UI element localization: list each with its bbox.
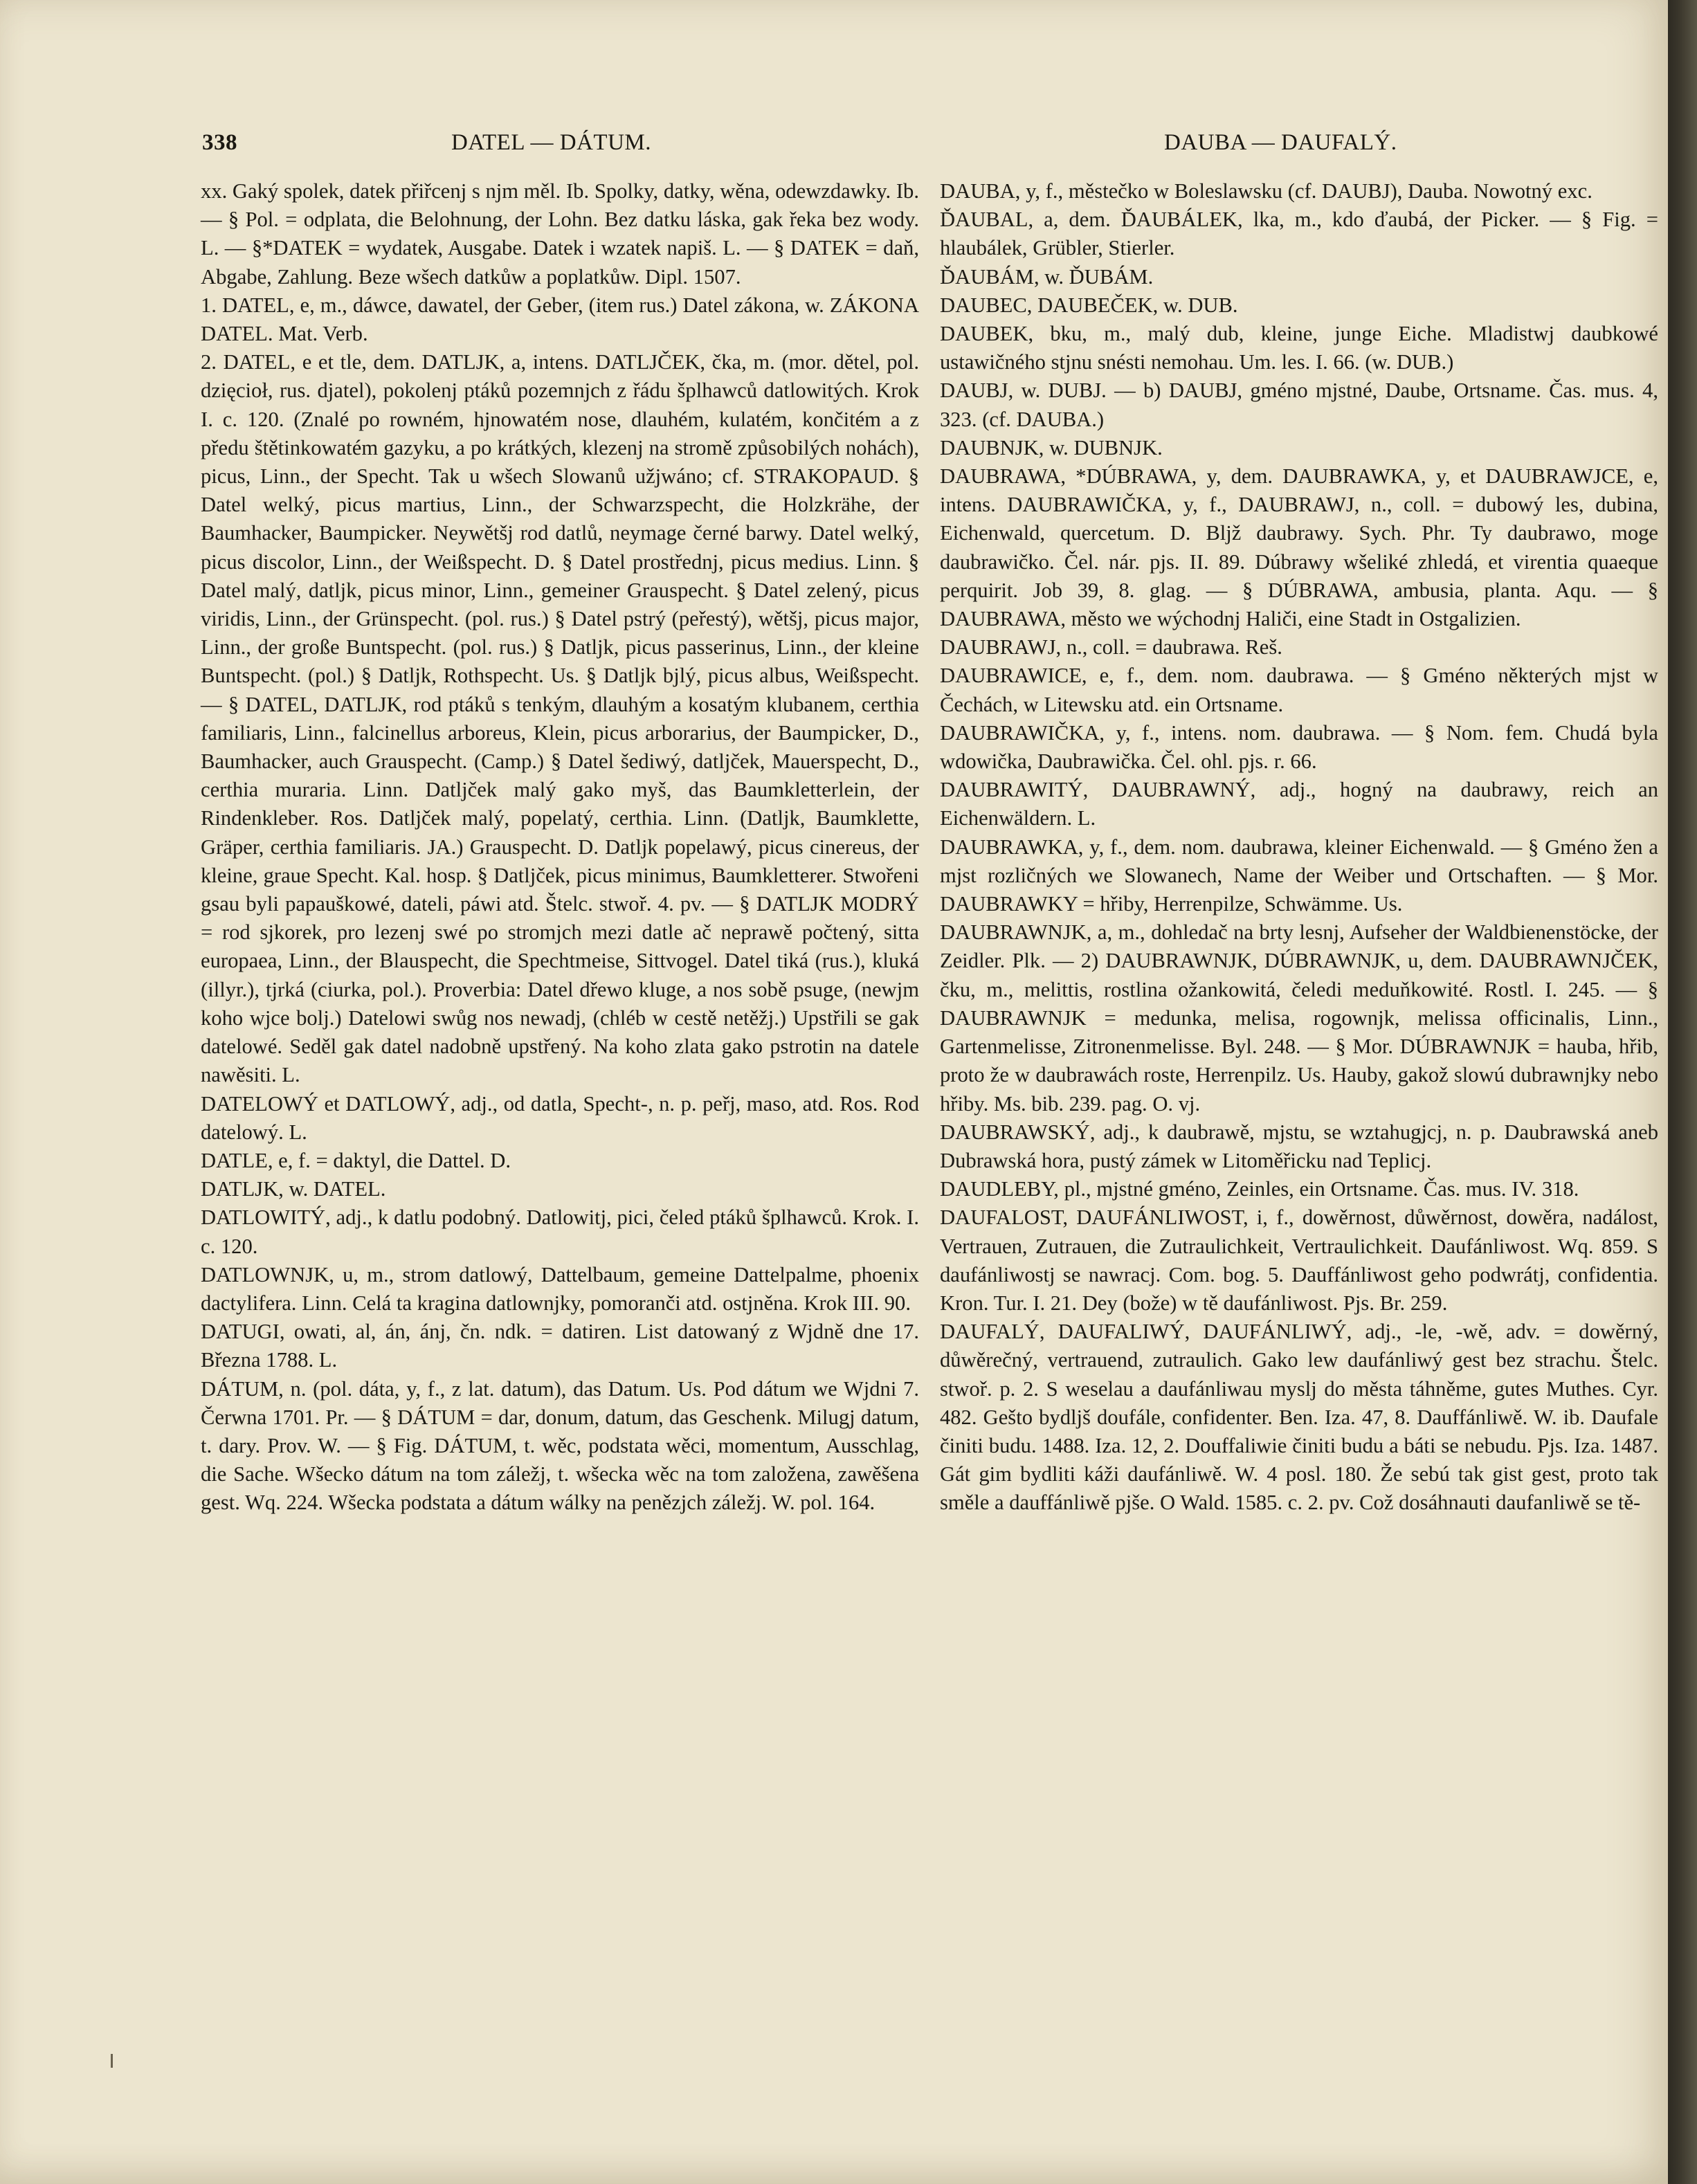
entry-daubrawsky: DAUBRAWSKÝ, adj., k daubrawě, mjstu, se wztahugjcj, n. p. Daubrawská aneb Dubrawská hora, pustý zámek w Litoměřicku nad Teplicj. [940, 1120, 1658, 1172]
entry-daubrawnjk: DAUBRAWNJK, a, m., dohledač na brty lesnj, Aufseher der Waldbienenstöcke, der Zeidler. Plk. — 2) DAUBRAWNJK, DÚBRAWNJK, u, dem. DAUBRAWNJČEK, čku, m., melittis, rostlina ožankowitá, čeledi meduňkowité. Rostl. I. 245. — § DAUBRAWNJK = medunka, melisa, rogownjk, melissa officinalis, Linn., Gartenmelisse, Zitronenmelisse. Byl. 248. — § Mor. DÚBRAWNJK = hauba, hřib, proto že w daubrawách roste, Herrenpilz. Us. Hauby, gakož slowú dubrawnjky nebo hřiby. Ms. bib. 239. pag. O. vj. [940, 920, 1658, 1116]
entry-daubrawity: DAUBRAWITÝ, DAUBRAWNÝ, adj., hogný na daubrawy, reich an Eichenwäldern. L. [940, 778, 1658, 830]
right-running-head: DAUBA — DAUFALÝ. [1164, 130, 1397, 155]
entry-datlowity: DATLOWITÝ, adj., k datlu podobný. Datlowitj, pici, čeled ptáků šplhawců. Krok. I. c. 120. [201, 1205, 919, 1258]
entry-text: xx. Gaký spolek, datek přiřcenj s njm měl. Ib. Spolky, datky, wěna, odewzdawky. Ib. — § Pol. = odplata, die Belohnung, der Lohn. Bez datku láska, gak řeka bez wody. L. — §*DATEK = wydatek, Ausgabe. Datek i wzatek napiš. L. — § DATEK = daň, Abgabe, Zahlung. Beze wšech datkůw a poplatkůw. Dipl. 1507. [201, 179, 919, 289]
entry-datum: DÁTUM, n. (pol. dáta, y, f., z lat. datum), das Datum. Us. Pod dátum we Wjdni 7. Čerwna 1701. Pr. — § DÁTUM = dar, donum, datum, das Geschenk. Milugj datum, t. dary. Prov. W. — § Fig. DÁTUM, t. wěc, podstata wěci, momentum, Ausschlag, die Sache. Wšecko dátum na tom záležj, t. wšecka wěc na tom založena, zawěšena gest. Wq. 224. Wšecka podstata a dátum wálky na penězjch záležj. W. pol. 164. [201, 1376, 919, 1515]
book-edge [1668, 0, 1697, 2184]
entry-datle: DATLE, e, f. = daktyl, die Dattel. D. [201, 1148, 511, 1172]
left-column [201, 177, 919, 1518]
entry-datel-2: 2. DATEL, e et tle, dem. DATLJK, a, intens. DATLJČEK, čka, m. (mor. dětel, pol. dzięcioł, rus. djatel), pokolenj ptáků pozemnjch z řádu šplhawců datlowitých. Krok I. c. 120. (Znalé po rowném, hjnowatém nose, dlauhém, kulatém, končitém a z předu štětinkowatém gazyku, a po krátkých, klezenj na stromě způsobilých nohách), picus, Linn., der Specht. Tak u wšech Slowanů užjwáno; cf. STRAKOPAUD. § Datel welký, picus martius, Linn., der Schwarzspecht, die Holzkrähe, der Baumhacker, Baumpicker. Neywětšj rod datlů, neymage černé barwy. Datel welký, picus discolor, Linn., der Weißspecht. D. § Datel prostřednj, picus medius. Linn. § Datel malý, datljk, picus minor, Linn., gemeiner Grauspecht. § Datel zelený, picus viridis, Linn., der Grünspecht. (pol. rus.) § Datel pstrý (peřestý), wětšj, picus major, Linn., der große Buntspecht. (pol. rus.) § Datljk, picus passerinus, Linn., der kleine Buntspecht. (pol.) § Datljk, Rothspecht. Us. § Datljk bjlý, picus albus, Weißspecht. — § DATEL, DATLJK, rod ptáků s tenkým, dlauhým a kosatým klubanem, certhia familiaris, Linn., falcinellus arboreus, Klein, picus arborarius, der Baumpicker, D., Baumhacker, auch Grauspecht. (Camp.) § Datel šediwý, datljček, Mauerspecht, D., certhia muraria. Linn. Datljček malý gako myš, das Baumkletterlein, der Rindenkleber. Ros. Datljček malý, popelatý, certhia. Linn. (Datljk, Baumklette, Gräper, certhia familiaris. JA.) Grauspecht. D. Datljk popelawý, picus cinereus, der kleine, graue Specht. Kal. hosp. § Datljček, picus minimus, Baumkletterer. Stwořeni gsau byli papauškowé, dateli, páwi atd. Štelc. stwoř. 4. pv. — § DATLJK MODRÝ = rod sjkorek, pro lezenj swé po stromjch mezi datle ač neprawě počtený, sitta europaea, Linn., der Blauspecht, die Spechtmeise, Sittvogel. Datel tiká (rus.), kluká (illyr.), tjrká (ciurka, pol.). Proverbia: Datel dřewo kluge, a nos sobě psuge, (newjm koho wjce bolj.) Datelowi swůg nos newadj, (chléb w cestě netěžj.) Upstřili se gak datelowé. Seděl gak datel nadobně upstřený. Na koho zlata gako pstrotin na datele nawěsiti. L. [201, 350, 919, 1087]
left-running-head: DATEL — DÁTUM. [451, 130, 651, 155]
margin-mark [111, 2054, 113, 2068]
entry-daubrawicka: DAUBRAWIČKA, y, f., intens. nom. daubrawa. — § Nom. fem. Chudá byla wdowička, Daubrawička. Čel. ohl. pjs. r. 66. [940, 720, 1658, 774]
entry-datlownjk: DATLOWNJK, u, m., strom datlowý, Dattelbaum, gemeine Dattelpalme, phoenix dactylifera. Linn. Celá ta kragina datlownjky, pomoranči atd. ostjněna. Krok III. 90. [201, 1262, 919, 1315]
entry-daubnjk: DAUBNJK, w. DUBNJK. [940, 435, 1163, 459]
entry-daubrawa: DAUBRAWA, *DÚBRAWA, y, dem. DAUBRAWKA, y, et DAUBRAWJCE, e, intens. DAUBRAWIČKA, y, f., DAUBRAWJ, n., coll. = dubowý les, dubina, Eichenwald, quercetum. D. Bljž daubrawy. Sych. Phr. Ty daubrawo, moge daubrawičko. Čel. nár. pjs. II. 89. Dúbrawy wšeliké zhledá, et virentia quaeque perquirit. Job 39, 8. glag. — § DÚBRAWA, ambusia, planta. Aqu. — § DAUBRAWA, město we wýchodnj Haliči, eine Stadt in Ostgalizien. [940, 464, 1658, 631]
right-column [940, 177, 1658, 1518]
entry-datelowy: DATELOWÝ et DATLOWÝ, adj., od datla, Specht-, n. p. peřj, maso, atd. Ros. Rod datelowý. L. [201, 1091, 919, 1144]
entry-daubal: ĎAUBAL, a, dem. ĎAUBÁLEK, lka, m., kdo ďaubá, der Picker. — § Fig. = hlaubálek, Grübler, Stierler. [940, 208, 1658, 260]
entry-daubrawj: DAUBRAWJ, n., coll. = daubrawa. Reš. [940, 635, 1282, 659]
entry-daubj: DAUBJ, w. DUBJ. — b) DAUBJ, gméno mjstné, Daube, Ortsname. Čas. mus. 4, 323. (cf. DAUBA.) [940, 379, 1658, 431]
entry-daubec: DAUBEC, DAUBEČEK, w. DUB. [940, 293, 1238, 317]
entry-daufaly: DAUFALÝ, DAUFALIWÝ, DAUFÁNLIWÝ, adj., -le, -wě, adv. = dowěrný, důwěrečný, vertrauend, zutraulich. Gako lew daufánliwý gest bez strachu. Štelc. stwoř. p. 2. S weselau a daufánliwau myslj do města táhněme, gutes Muthes. Cyr. 482. Gešto bydljš doufále, confidenter. Ben. Iza. 47, 8. Dauffánliwě. W. ib. Daufale činiti budu. 1488. Iza. 12, 2. Douffaliwie činiti budu a báti se nebudu. Pjs. Iza. 1487. Gát gim bydliti káži daufánliwě. W. 4 posl. 180. Že sebú tak gist gest, proto tak směle a dauffánliwě pjše. O Wald. 1585. c. 2. pv. Což dosáhnauti daufanliwě se tě- [940, 1320, 1658, 1515]
entry-datugi: DATUGI, owati, al, án, ánj, čn. ndk. = datiren. List datowaný z Wjdně dne 17. Března 1788. L. [201, 1320, 919, 1372]
entry-daufalost: DAUFALOST, DAUFÁNLIWOST, i, f., dowěrnost, důwěrnost, dowěra, nadálost, Vertrauen, Zutrauen, die Zutraulichkeit, Vertraulichkeit. Daufánliwost. Wq. 859. S daufánliwostj se nawracj. Com. bog. 5. Dauffánliwost geho podwrátj, confidentia. Kron. Tur. I. 21. Dey (bože) w tě daufánliwost. Pjs. Br. 259. [940, 1205, 1658, 1315]
entry-daudleby: DAUDLEBY, pl., mjstné gméno, Zeinles, ein Ortsname. Čas. mus. IV. 318. [940, 1177, 1579, 1201]
entry-daubam: ĎAUBÁM, w. ĎUBÁM. [940, 264, 1154, 289]
entry-daubrawice: DAUBRAWICE, e, f., dem. nom. daubrawa. — § Gméno některých mjst w Čechách, w Litewsku atd. ein Ortsname. [940, 664, 1658, 716]
page-number: 338 [202, 130, 237, 155]
entry-dauba: DAUBA, y, f., městečko w Boleslawsku (cf. DAUBJ), Dauba. Nowotný exc. [940, 179, 1592, 203]
entry-daubek: DAUBEK, bku, m., malý dub, kleine, junge Eiche. Mladistwj daubkowé ustawičného stjnu snésti nemohau. Um. les. I. 66. (w. DUB.) [940, 322, 1658, 374]
entry-datljk: DATLJK, w. DATEL. [201, 1177, 386, 1201]
entry-datel-1: 1. DATEL, e, m., dáwce, dawatel, der Geber, (item rus.) Datel zákona, w. ZÁKONA DATEL. Mat. Verb. [201, 293, 919, 346]
entry-daubrawka: DAUBRAWKA, y, f., dem. nom. daubrawa, kleiner Eichenwald. — § Gméno žen a mjst rozličných we Slowanech, Name der Weiber und Ortschaften. — § Mor. DAUBRAWKY = hřiby, Herrenpilze, Schwämme. Us. [940, 835, 1658, 916]
